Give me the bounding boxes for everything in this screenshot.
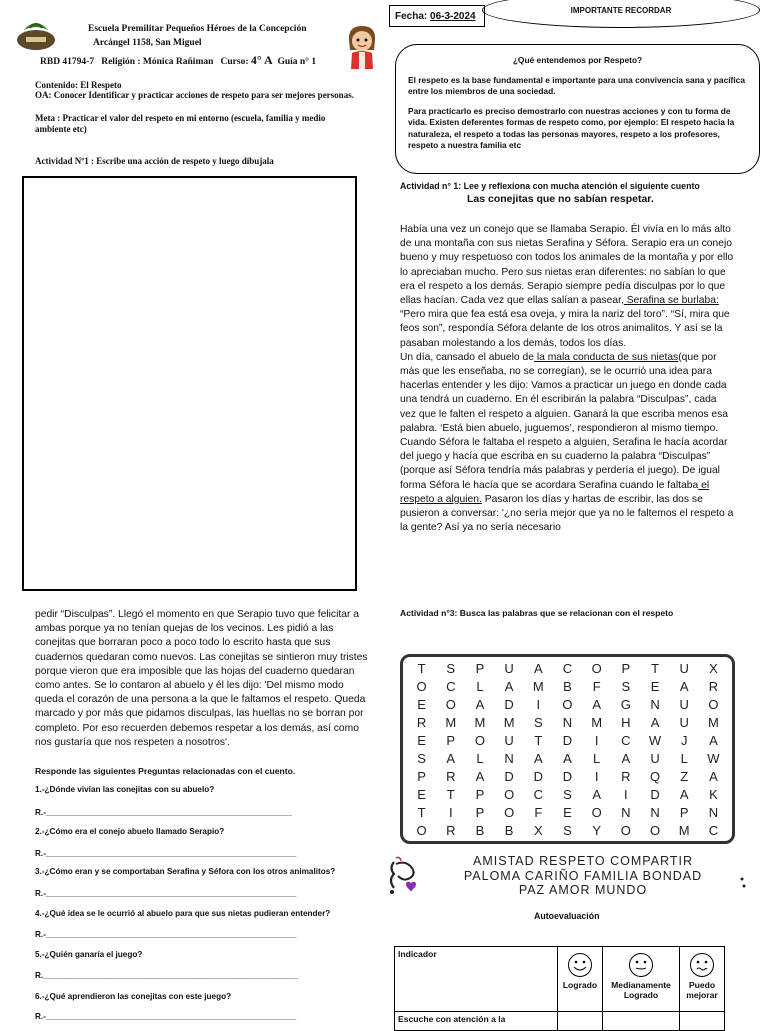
word-search-cell[interactable]: A [475, 696, 485, 712]
word-search-cell[interactable]: I [448, 804, 453, 820]
question-1: 1.-¿Dónde vivían las conejitas con su abuelo? [35, 785, 215, 794]
word-search-cell[interactable]: S [533, 714, 543, 730]
word-search-cell[interactable]: U [504, 732, 514, 748]
word-search-cell[interactable]: O [504, 786, 515, 802]
story-title: Las conejitas que no sabían respetar. [467, 193, 654, 205]
question-2: 2.-¿Cómo era el conejo abuelo llamado Serapio? [35, 827, 225, 836]
word-search-cell[interactable]: C [621, 732, 631, 748]
word-search-cell[interactable]: D [504, 768, 514, 784]
word-search-cell[interactable]: F [534, 804, 543, 820]
date-label: Fecha: [395, 11, 428, 22]
word-search-cell[interactable]: U [679, 696, 689, 712]
word-search-cell[interactable]: J [680, 732, 688, 748]
word-search-cell[interactable]: M [503, 714, 515, 730]
word-search-cell[interactable]: A [446, 750, 456, 766]
word-search-cell[interactable]: T [651, 660, 660, 676]
learning-objective: OA: Conocer Identificar y practicar acciones de respeto para ser mejores personas. [35, 90, 354, 100]
word-search-cell[interactable]: A [563, 750, 572, 766]
happy-face-icon [567, 952, 593, 978]
self-evaluation-title: Autoevaluación [534, 911, 600, 921]
word-search-cell[interactable]: S [563, 786, 572, 802]
story-p2: “Pero mira que fea está esa oveja, y mira la nariz del toro”. “Sí, mira que feos son”, respondía Séfora delante de los otros animalitos. Y así se la pasaban molestando a los demás, todos los días. [400, 309, 730, 349]
story-activity-label: Actividad n° 1: Lee y reflexiona con mucha atención el siguiente cuento [400, 181, 700, 191]
story-p4-underlined: el respeto a alguien. [400, 479, 710, 505]
answer-line-2[interactable]: R.-_______________________________________________________ [35, 849, 297, 858]
word-search-cell[interactable]: R [446, 768, 456, 784]
word-search-cell[interactable]: P [446, 732, 456, 748]
logrado-label: Logrado [562, 980, 598, 990]
answer-line-3[interactable]: R.-_______________________________________________________ [35, 889, 297, 898]
word-search-cell[interactable]: Y [592, 822, 601, 838]
activity-1-instruction: Actividad Nº1 : Escribe una acción de respeto y luego dibujala [35, 156, 274, 166]
word-search-grid[interactable] [400, 654, 735, 844]
word-search-cell[interactable]: E [417, 786, 426, 802]
date-value: 06-3-2024 [430, 11, 476, 22]
puedo-mejorar-header [680, 947, 725, 1012]
word-search-cells[interactable] [407, 659, 728, 839]
word-search-cell[interactable]: A [533, 750, 543, 766]
word-search-cell[interactable]: A [592, 786, 601, 802]
answer-line-1[interactable]: R.-______________________________________________________ [35, 808, 292, 817]
word-search-cell[interactable]: N [504, 750, 514, 766]
word-list-line-1: AMISTAD RESPETO COMPARTIR [473, 854, 693, 868]
medianamente-header [603, 947, 680, 1012]
indicator-label: Indicador [398, 949, 437, 959]
word-search-cell[interactable]: I [594, 768, 599, 784]
word-search-cell[interactable]: I [624, 786, 628, 802]
dove-heart-icon [386, 856, 422, 896]
respeto-box-paragraph-1: El respeto es la base fundamental e importante para una convivencia sana y pacífica entre los miembros de una sociedad. [408, 74, 745, 96]
word-search-cell[interactable]: U [679, 660, 689, 676]
word-search-cell[interactable]: P [475, 804, 485, 820]
word-search-cell[interactable]: C [446, 678, 456, 694]
question-6: 6.-¿Qué aprendieron las conejitas con este juego? [35, 992, 232, 1001]
word-search-cell[interactable]: O [445, 696, 456, 712]
word-search-cell[interactable]: A [709, 768, 718, 784]
story-p1-underlined: Serafina se burlaba: [623, 295, 719, 307]
logrado-header [558, 947, 603, 1012]
word-search-cell[interactable]: R [446, 822, 456, 838]
word-search-cell[interactable]: A [504, 678, 514, 694]
content-topic: Contenido: El Respeto [35, 80, 122, 90]
word-search-cell[interactable]: C [562, 660, 573, 676]
teacher: Religión : Mónica Rañiman [101, 57, 214, 67]
word-search-cell[interactable]: O [620, 822, 631, 838]
word-search-cell[interactable]: M [707, 714, 719, 730]
word-search-cell[interactable]: T [417, 660, 426, 676]
important-note-label: IMPORTANTE RECORDAR [570, 6, 672, 15]
decorative-dots [738, 876, 748, 890]
rbd: RBD 41794-7 [40, 57, 95, 67]
word-search-cell[interactable]: E [417, 696, 426, 712]
word-search-cell[interactable]: O [504, 804, 515, 820]
word-search-cell[interactable]: S [621, 678, 631, 694]
story-text-part-1 [400, 223, 735, 535]
word-search-cell[interactable]: B [563, 678, 572, 694]
school-name: Escuela Premilitar Pequeños Héroes de la Concepción [88, 24, 307, 34]
word-search-cell[interactable]: M [591, 714, 603, 730]
story-p3a: Un día, cansado el abuelo de [400, 351, 534, 363]
word-search-cell[interactable]: N [650, 804, 660, 820]
respeto-definition-box [395, 44, 760, 174]
story-p4b: Pasaron los días y hartas de escribir, las dos se pusieron a conversar: '¿no sería mejor que ya no le faltemos el respeto a la gente? Así ya no sería necesario [400, 493, 734, 534]
word-search-cell[interactable]: O [474, 732, 485, 748]
respeto-box-paragraph-2: Para practicarlo es preciso demostrarlo con nuestras acciones y con tu forma de vida. Existen deferentes formas de respeto como, por ejemplo: El respeto hacia la naturaleza, el respeto a todas las personas mayores, respeto a los profesores, respeto a nuestra familia etc [408, 105, 735, 150]
word-search-cell[interactable]: A [679, 786, 689, 802]
word-search-cell[interactable]: A [709, 732, 718, 748]
word-search-cell[interactable]: D [533, 768, 543, 784]
word-search-cell[interactable]: H [621, 714, 631, 730]
word-list [418, 854, 748, 898]
word-search-cell[interactable]: N [562, 714, 573, 730]
word-search-cell[interactable]: B [504, 822, 514, 838]
word-search-cell[interactable]: T [417, 804, 426, 820]
word-search-cell[interactable]: A [621, 750, 631, 766]
worried-face-icon [689, 952, 715, 978]
indicator-row-1-medianamente-cell[interactable] [603, 1012, 680, 1031]
word-search-cell[interactable]: D [562, 732, 573, 748]
word-search-cell[interactable]: N [650, 696, 660, 712]
school-address: Arcángel 1158, San Miguel [93, 38, 202, 48]
word-search-cell[interactable]: P [621, 660, 631, 676]
word-search-cell[interactable]: S [417, 750, 426, 766]
word-search-cell[interactable]: L [476, 750, 484, 766]
word-search-cell[interactable]: D [504, 696, 514, 712]
word-search-cell[interactable]: O [416, 822, 427, 838]
respeto-box-title: ¿Qué entendemos por Respeto? [512, 55, 643, 65]
word-search-cell[interactable]: U [504, 660, 514, 676]
word-search-cell[interactable]: C [533, 786, 543, 802]
word-search-cell[interactable]: A [679, 678, 689, 694]
questions-heading: Responde las siguientes Preguntas relacionadas con el cuento. [35, 766, 296, 776]
question-5: 5.-¿Quién ganaría el juego? [35, 950, 143, 959]
story-p4a: Cuando Séfora le faltaba el respeto a alguien, Serafina le hacía acordar del juego y hacía que escriba en su cuaderno la palabra “Disculpas” (porque así Séfora tendría más palabras y perdería el juego). De igual forma Séfora le hacía que se acordara Serafina cuando le faltaba [400, 437, 728, 491]
word-search-cell[interactable]: A [475, 768, 485, 784]
neutral-face-icon [628, 952, 654, 978]
word-search-cell[interactable]: W [707, 750, 720, 766]
word-search-cell[interactable]: A [592, 696, 601, 712]
word-search-cell[interactable]: P [475, 786, 485, 802]
word-list-line-2: PALOMA CARIÑO FAMILIA BONDAD [463, 868, 703, 883]
word-search-cell[interactable]: F [592, 678, 601, 694]
indicator-row-1-label: Escuche con atención a la [398, 1014, 506, 1024]
story-p3b: (que por más que les enseñaba, no se corregían), se le ocurrió una idea para hacerlas entender y les dijo: Vamos a practicar un juego en donde cada una tendrá un cuaderno. En él escribirán la palabra “Disculpas”, cada vez que le falten el respeto a alguien. Ganará la que escriba menos esa palabra. ‘Está bien abuelo, juguemos’, respondieron al mismo tiempo. [400, 351, 728, 434]
word-search-cell[interactable]: N [708, 804, 719, 820]
word-search-cell[interactable]: I [594, 732, 599, 748]
word-search-cell[interactable]: M [532, 678, 544, 694]
word-search-cell[interactable]: U [679, 714, 689, 730]
answer-line-5[interactable]: R.________________________________________________________ [35, 971, 299, 980]
question-4: 4.-¿Qué idea se le ocurrió al abuelo para que sus nietas pudieran entender? [35, 909, 331, 918]
word-search-cell[interactable]: C [708, 822, 719, 838]
word-search-cell[interactable]: P [679, 804, 689, 820]
word-search-cell[interactable]: R [708, 678, 719, 694]
indicator-row-1 [395, 1012, 558, 1031]
word-list-line-3: PAZ AMOR MUNDO [518, 883, 648, 897]
word-search-cell[interactable]: T [446, 786, 455, 802]
word-search-cell[interactable]: S [563, 822, 572, 838]
word-search-cell[interactable]: L [680, 750, 688, 766]
word-search-cell[interactable]: G [620, 696, 631, 712]
question-3: 3.-¿Cómo eran y se comportaban Serafina y Séfora con los otros animalitos? [35, 867, 336, 876]
word-search-cell[interactable]: A [650, 714, 660, 730]
answer-line-6[interactable]: R.-_______________________________________________________ [35, 1012, 297, 1021]
word-search-cell[interactable]: E [650, 678, 660, 694]
word-search-cell[interactable]: M [445, 714, 457, 730]
course-label: Curso: [220, 57, 249, 67]
word-search-cell[interactable]: T [534, 732, 543, 748]
goal: Meta : Practicar el valor del respeto en mi entorno (escuela, familia y medio ambiente etc) [35, 113, 326, 134]
word-search-cell[interactable]: R [416, 714, 427, 730]
word-search-cell[interactable]: O [591, 804, 602, 820]
word-search-cell[interactable]: Z [680, 768, 689, 784]
answer-line-4[interactable]: R.-_______________________________________________________ [35, 930, 297, 939]
important-note-oval [482, 0, 760, 28]
word-search-cell[interactable]: M [474, 714, 486, 730]
story-p1: Había una vez un conejo que se llamaba Serapio. Él vivía en lo más alto de una montaña con sus nietas Serafina y Séfora. Serapio era un conejo bueno y muy respetuoso con todos los animales de la montaña y por ello lo apreciaban mucho. Pero sus nietas eran diferentes: no sabían lo que era el respeto a los demás. Serapio siempre pedía disculpas por lo que ellas hacían. Cada vez que ellas salían a pasear, [400, 224, 734, 307]
word-search-cell[interactable]: W [648, 732, 662, 748]
word-search-cell[interactable]: L [476, 678, 484, 694]
word-search-cell[interactable]: B [475, 822, 485, 838]
word-search-cell[interactable]: D [650, 786, 660, 802]
word-search-cell[interactable]: O [649, 822, 661, 838]
word-search-cell[interactable]: R [621, 768, 631, 784]
word-search-cell[interactable]: E [563, 804, 572, 820]
word-search-cell[interactable]: E [417, 732, 426, 748]
word-search-cell[interactable]: I [536, 696, 541, 712]
drawing-area[interactable] [22, 176, 357, 591]
indicator-row-1-mejorar-cell[interactable] [680, 1012, 725, 1031]
word-search-cell[interactable]: K [709, 786, 718, 802]
indicator-row-1-logrado-cell[interactable] [558, 1012, 603, 1031]
header-info-line [40, 53, 316, 68]
word-search-cell[interactable]: O [416, 678, 427, 694]
child-cartoon [344, 24, 380, 70]
word-search-cell[interactable]: O [562, 696, 573, 712]
word-search-cell[interactable]: P [475, 660, 485, 676]
puedo-mejorar-label: Puedo mejorar [686, 980, 718, 1000]
school-logo [14, 18, 58, 52]
word-search-cell[interactable]: S [446, 660, 456, 676]
guide-number: Guía n° 1 [277, 57, 317, 67]
medianamente-label: Medianamente Logrado [611, 980, 671, 1000]
word-search-cell[interactable]: O [708, 696, 719, 712]
indicator-header [395, 947, 558, 1012]
word-search-cell[interactable]: X [709, 660, 718, 676]
date-box [389, 5, 485, 27]
word-search-cell[interactable]: N [621, 804, 631, 820]
course-value: 4° A [250, 53, 273, 67]
word-search-cell[interactable]: X [533, 822, 543, 838]
story-p3-underlined: la mala conducta de sus nietas [533, 351, 679, 363]
word-search-cell[interactable]: P [417, 768, 426, 784]
wordsearch-activity-label: Actividad n°3: Busca las palabras que se relacionan con el respeto [400, 608, 674, 618]
story-text-part-2: pedir “Disculpas”. Llegó el momento en que Serapio tuvo que felicitar a ambas porque ya no tenían quejas de los vecinos. Les pidió a las conejitas que borraran poco a poco todo lo escrito hasta que sus cuadernos quedaran como nuevos. Las conejitas se sintieron muy tristes porque vieron que era imposible que las hojas del cuaderno quedaran como antes. Se lo contaron al abuelo y él les dijo: 'Del mismo modo queda el corazón de una persona a la que le faltamos el respeto. Queda marcado y por más que pidamos disculpas, las huellas no se borran por completo. Por eso recuerden debemos respetar a los demás, así como nos gustaría que nos respeten a nosotros'. [35, 609, 368, 748]
word-search-cell[interactable]: M [678, 822, 690, 838]
word-search-cell[interactable]: Q [649, 768, 661, 784]
self-evaluation-table [394, 946, 725, 1031]
word-search-cell[interactable]: O [591, 660, 602, 676]
word-search-cell[interactable]: L [593, 750, 601, 766]
word-search-cell[interactable]: U [650, 750, 660, 766]
word-search-cell[interactable]: A [533, 660, 543, 676]
word-search-cell[interactable]: D [562, 768, 573, 784]
